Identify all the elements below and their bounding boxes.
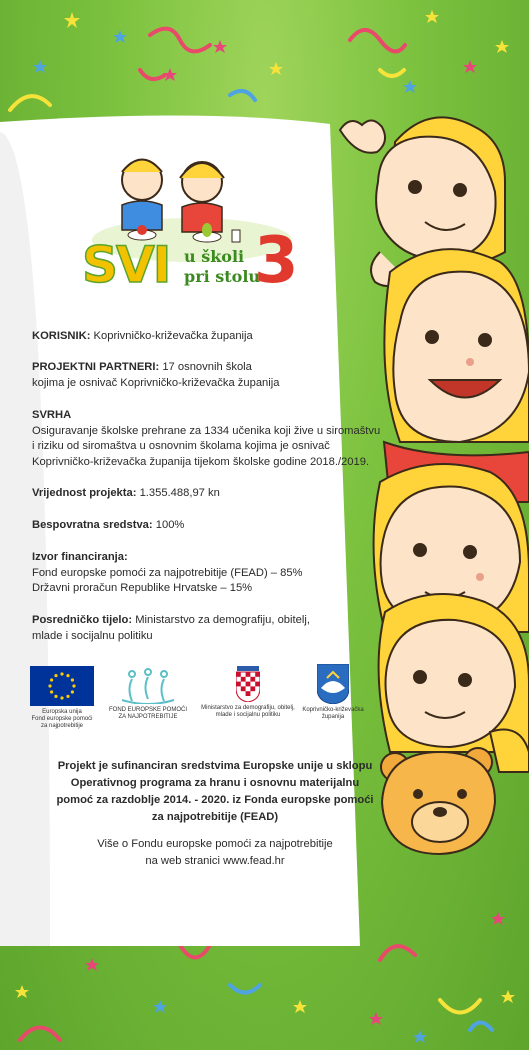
- korisnik-row: [32, 329, 402, 345]
- posrednicko-value: Ministarstvo za demografiju, obitelj,: [135, 614, 310, 626]
- posrednicko-label: Posredničko tijelo:: [32, 614, 133, 626]
- croatian-coat-of-arms-icon: [236, 666, 260, 702]
- partneri-row: [32, 360, 402, 391]
- partneri-value: 17 osnovnih škola: [162, 361, 252, 373]
- more-info-line: na web stranici www.fead.hr: [145, 855, 285, 867]
- fead-logo-text: FOND EUROPSKE POMOĆI: [108, 707, 187, 713]
- eu-logo-text: Fond europske pomoći: [31, 716, 93, 722]
- county-coat-of-arms-icon: [317, 664, 349, 704]
- korisnik-label: KORISNIK:: [32, 330, 91, 342]
- funding-statement-line: Operativnog programa za hranu i osnovnu materijalnu: [70, 777, 360, 789]
- svrha-section: [32, 408, 402, 470]
- vrijednost-row: [32, 486, 402, 502]
- logo-svi-text: SVI: [82, 236, 170, 294]
- eu-logo-text: za najpotrebitije: [40, 723, 84, 729]
- logo-number: 3: [254, 224, 299, 298]
- ministarstvo-logo-text: mlade i socijalnu politiku: [215, 712, 281, 718]
- svrha-line: i riziku od siromaštva u osnovnim školama kojima je osnivač: [32, 440, 330, 452]
- vrijednost-value: 1.355.488,97 kn: [139, 487, 220, 499]
- funding-statement-line: pomoć za razdoblje 2014. - 2020. iz Fonda europske pomoći: [56, 794, 374, 806]
- svrha-line: Osiguravanje školske prehrane za 1334 učenika koji žive u siromaštvu: [32, 424, 381, 437]
- logo-line2: pri stolu: [184, 267, 261, 286]
- funding-statement: [40, 758, 390, 826]
- ministarstvo-logo-text: Ministarstvo za demografiju, obitelj,: [201, 705, 295, 711]
- zupanija-logo-text: županija: [321, 714, 345, 720]
- funding-statement-line: za najpotrebitije (FEAD): [151, 811, 279, 823]
- logo-line1: u školi: [184, 247, 245, 266]
- bespovratna-value: 100%: [155, 519, 185, 531]
- bespovratna-label: Bespovratna sredstva:: [32, 519, 153, 531]
- eu-flag-icon: [30, 666, 94, 706]
- izvor-line: Državni proračun Republike Hrvatske – 15%: [32, 582, 253, 594]
- svrha-label: SVRHA: [32, 409, 72, 421]
- more-info-line: Više o Fondu europske pomoći za najpotrebitije: [97, 838, 333, 850]
- bear-illustration: [381, 748, 495, 854]
- fead-logo: [102, 666, 194, 721]
- partneri-label: PROJEKTNI PARTNERI:: [32, 361, 160, 373]
- funding-statement-line: Projekt je sufinanciran sredstvima Europske unije u sklopu: [57, 760, 373, 772]
- zupanija-logo: [298, 664, 368, 721]
- eu-logo: [30, 666, 94, 730]
- eu-logo-text: Europska unija: [42, 709, 82, 715]
- korisnik-value: Koprivničko-križevačka županija: [93, 330, 253, 342]
- more-info: [40, 836, 390, 870]
- izvor-section: [32, 550, 402, 597]
- ministarstvo-logo: [198, 666, 298, 719]
- zupanija-logo-text: Koprivničko-križevačka: [302, 707, 364, 713]
- vrijednost-label: Vrijednost projekta:: [32, 487, 137, 499]
- svrha-line: Koprivničko-križevačka županija tijekom školske godine 2018./2019.: [32, 455, 370, 468]
- partneri-value-2: kojima je osnivač Koprivničko-križevačka županija: [32, 376, 280, 389]
- posrednicko-section: [32, 613, 402, 644]
- fead-logo-text: ZA NAJPOTREBITIJE: [118, 714, 178, 720]
- bespovratna-row: [32, 518, 402, 534]
- posrednicko-value-2: mlade i socijalnu politiku: [32, 629, 153, 642]
- izvor-label: Izvor financiranja:: [32, 551, 128, 563]
- izvor-line: Fond europske pomoći za najpotrebitije (FEAD) – 85%: [32, 566, 303, 579]
- project-logo: [82, 150, 312, 300]
- fead-figures-icon: [118, 666, 178, 704]
